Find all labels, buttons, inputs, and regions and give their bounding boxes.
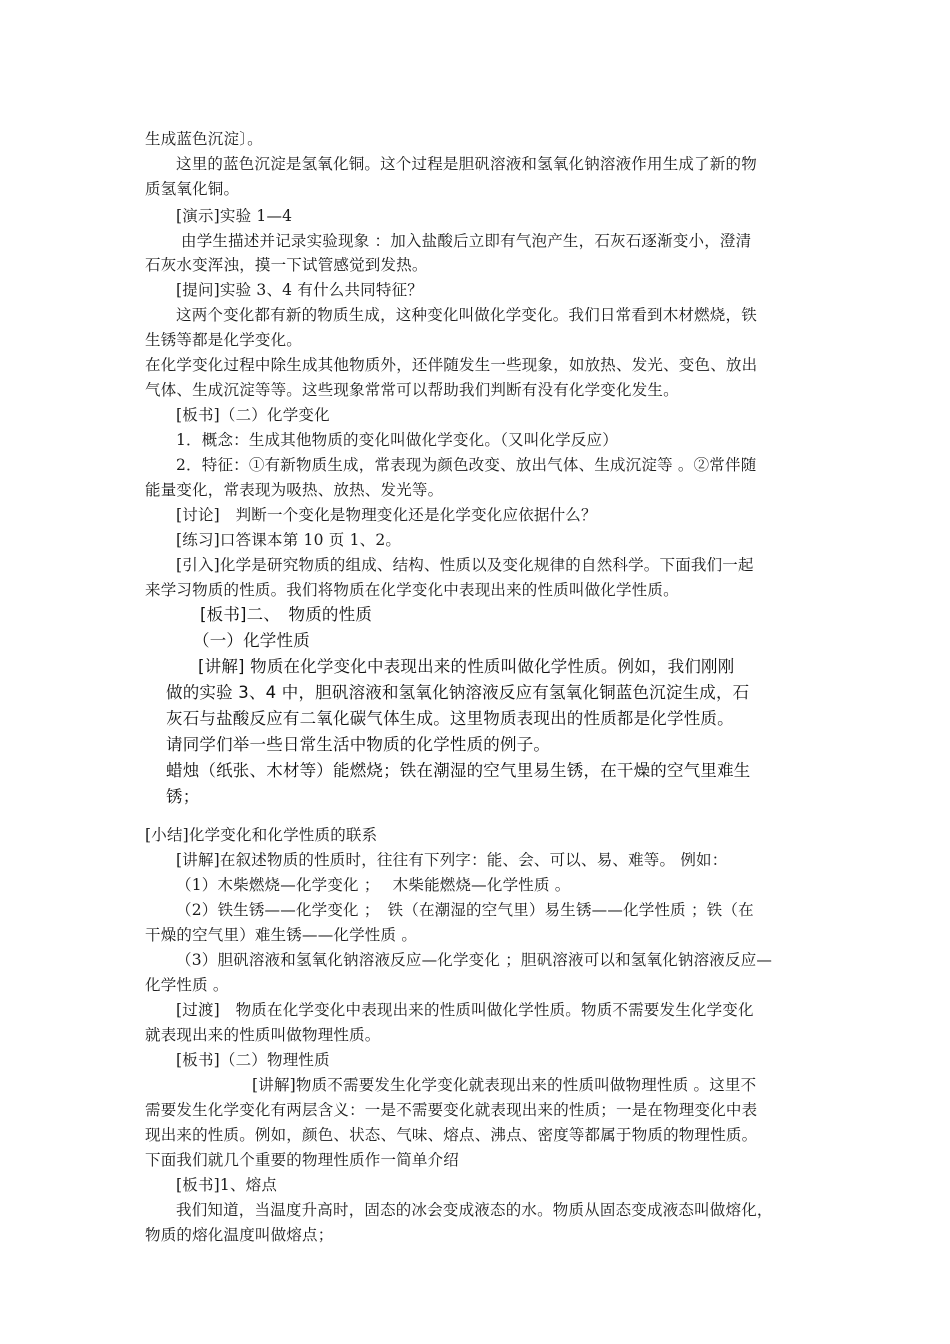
text-line: [讲解]物质不需要发生化学变化就表现出来的性质叫做物理性质 。这里不 [252, 1076, 757, 1094]
text-line: 灰石与盐酸反应有二氧化碳气体生成。这里物质表现出的性质都是化学性质。 [166, 709, 734, 728]
text-line: 这里的蓝色沉淀是氢氧化铜。这个过程是胆矾溶液和氢氧化钠溶液作用生成了新的物 [176, 155, 757, 173]
text-line: 锈； [166, 787, 200, 806]
text-line: 这两个变化都有新的物质生成，这种变化叫做化学变化。我们日常看到木材燃烧，铁 [176, 306, 757, 324]
text-line: （一）化学性质 [193, 631, 310, 650]
text-line: （2）铁生锈——化学变化 ； 铁（在潮湿的空气里）易生锈——化学性质 ；铁（在 [176, 901, 754, 919]
text-line: 由学生描述并记录实验现象 ：加入盐酸后立即有气泡产生，石灰石逐渐变小，澄清 [181, 232, 752, 250]
text-line: 请同学们举一些日常生活中物质的化学性质的例子。 [166, 735, 551, 754]
text-line: 质氢氧化铜。 [145, 180, 240, 198]
text-line: 我们知道，当温度升高时，固态的冰会变成液态的水。物质从固态变成液态叫做熔化， [176, 1201, 773, 1219]
text-line: 下面我们就几个重要的物理性质作一简单介绍 [145, 1151, 460, 1169]
text-line: [讨论] 判断一个变化是物理变化还是化学变化应依据什么？ [176, 506, 597, 524]
text-line: [板书]（二）化学变化 [176, 406, 330, 424]
text-line: [引入]化学是研究物质的组成、结构、性质以及变化规律的自然科学。下面我们一起 [176, 556, 754, 574]
text-line: [板书]（二）物理性质 [176, 1051, 330, 1069]
text-line: 就表现出来的性质叫做物理性质。 [145, 1026, 381, 1044]
text-line: [讲解] 物质在化学变化中表现出来的性质叫做化学性质。例如，我们刚刚 [198, 657, 735, 676]
text-line: 能量变化，常表现为吸热、放热、发光等。 [145, 481, 444, 499]
text-line: [板书]二、 物质的性质 [200, 605, 373, 624]
text-line: [提问]实验 3、4 有什么共同特征？ [176, 281, 423, 299]
text-line: [板书]1、熔点 [176, 1176, 278, 1194]
text-line: [讲解]在叙述物质的性质时，往往有下列字：能、会、可以、易、难等。 例如： [176, 851, 728, 869]
text-line: 2．特征：①有新物质生成，常表现为颜色改变、放出气体、生成沉淀等 。②常伴随 [176, 456, 757, 474]
text-line: 化学性质 。 [145, 976, 229, 994]
text-line: 蜡烛（纸张、木材等）能燃烧；铁在潮湿的空气里易生锈，在干燥的空气里难生 [166, 761, 751, 780]
text-line: 来学习物质的性质。我们将物质在化学变化中表现出来的性质叫做化学性质。 [145, 581, 679, 599]
text-line: 气体、生成沉淀等等。这些现象常常可以帮助我们判断有没有化学变化发生。 [145, 381, 679, 399]
text-line: 做的实验 3、4 中，胆矾溶液和氢氧化钠溶液反应有氢氧化铜蓝色沉淀生成，石 [166, 683, 750, 702]
text-line: （3）胆矾溶液和氢氧化钠溶液反应—化学变化 ；胆矾溶液可以和氢氧化钠溶液反应— [176, 951, 773, 969]
text-line: [过渡] 物质在化学变化中表现出来的性质叫做化学性质。物质不需要发生化学变化 [176, 1001, 754, 1019]
text-line: [演示]实验 1—4 [176, 207, 293, 225]
text-line: 物质的熔化温度叫做熔点； [145, 1226, 334, 1244]
text-line: 干燥的空气里）难生锈——化学性质 。 [145, 926, 418, 944]
text-line: [练习]口答课本第 10 页 1、2。 [176, 531, 402, 549]
text-line: （1）木柴燃烧—化学变化 ； 木柴能燃烧—化学性质 。 [176, 876, 571, 894]
text-line: 生锈等都是化学变化。 [145, 331, 303, 349]
text-line: [小结]化学变化和化学性质的联系 [145, 826, 378, 844]
text-line: 石灰水变浑浊，摸一下试管感觉到发热。 [145, 256, 428, 274]
text-line: 在化学变化过程中除生成其他物质外，还伴随发生一些现象，如放热、发光、变色、放出 [145, 356, 758, 374]
text-line: 生成蓝色沉淀〕。 [145, 130, 263, 148]
text-line: 需要发生化学变化有两层含义：一是不需要变化就表现出来的性质；一是在物理变化中表 [145, 1101, 758, 1119]
text-line: 1．概念：生成其他物质的变化叫做化学变化。（又叫化学反应） [176, 431, 618, 449]
text-line: 现出来的性质。例如，颜色、状态、气味、熔点、沸点、密度等都属于物质的物理性质。 [145, 1126, 758, 1144]
